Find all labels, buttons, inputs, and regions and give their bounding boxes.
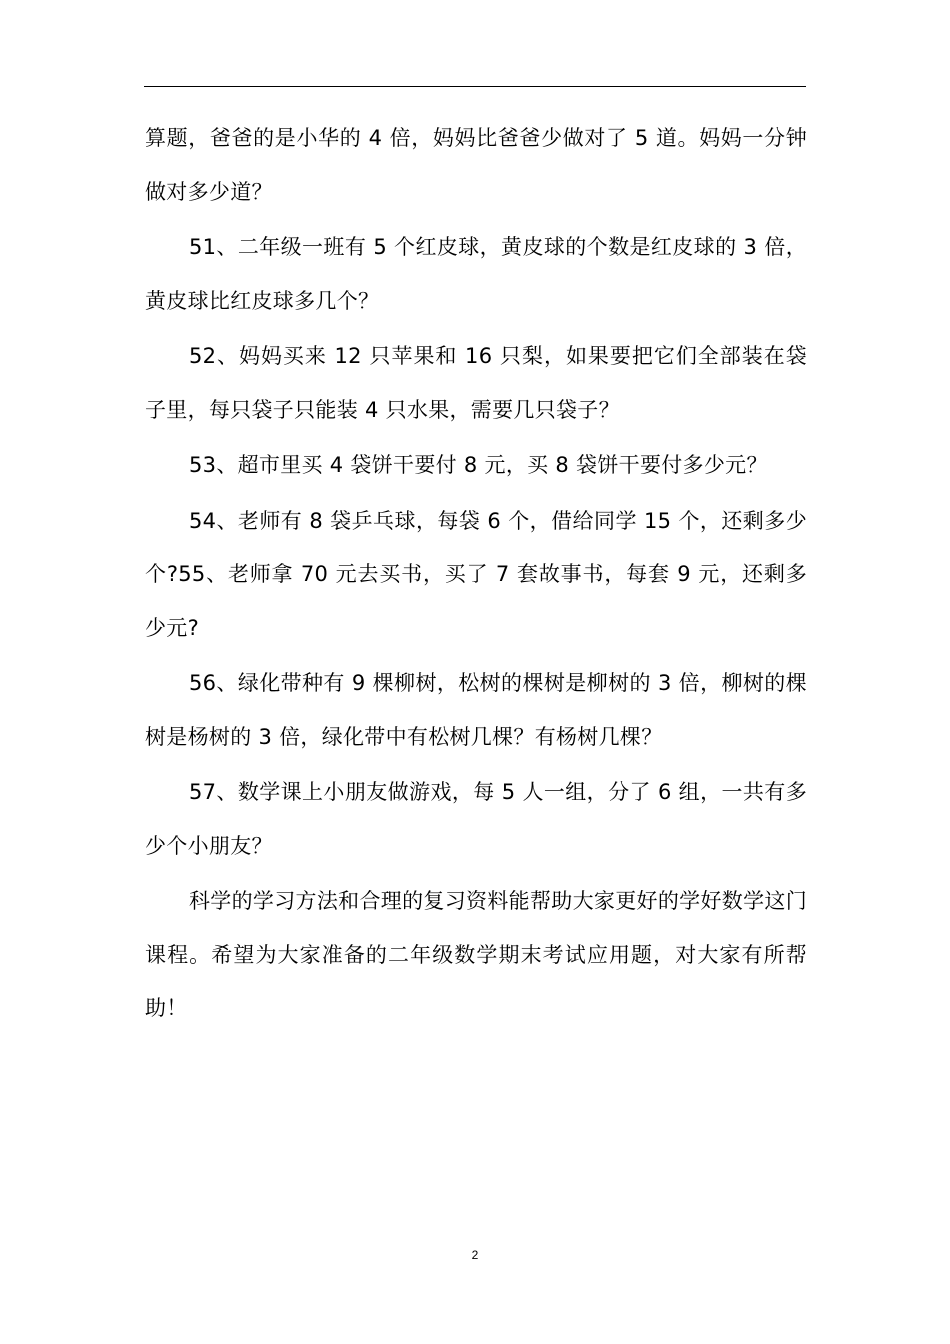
- question-52: 52、妈妈买来 12 只苹果和 16 只梨，如果要把它们全部装在袋子里，每只袋子只能装 4 只水果，需要几只袋子？: [145, 344, 807, 422]
- document-body: [145, 112, 807, 1038]
- question-51: 51、二年级一班有 5 个红皮球，黄皮球的个数是红皮球的 3 倍，黄皮球比红皮球多几个？: [145, 235, 807, 313]
- header-rule: [144, 86, 806, 87]
- page-number: 2: [471, 1248, 479, 1262]
- question-57: 57、数学课上小朋友做游戏，每 5 人一组，分了 6 组，一共有多少个小朋友？: [145, 780, 807, 858]
- question-54-55: 54、老师有 8 袋乒乓球，每袋 6 个，借给同学 15 个，还剩多少个?55、老师拿 70 元去买书，买了 7 套故事书，每套 9 元，还剩多少元?: [145, 508, 807, 640]
- closing-paragraph: 科学的学习方法和合理的复习资料能帮助大家更好的学好数学这门课程。希望为大家准备的二年级数学期末考试应用题，对大家有所帮助！: [145, 889, 807, 1020]
- question-53: 53、超市里买 4 袋饼干要付 8 元，买 8 袋饼干要付多少元？: [189, 453, 768, 477]
- paragraph-continuation: 算题，爸爸的是小华的 4 倍，妈妈比爸爸少做对了 5 道。妈妈一分钟做对多少道？: [145, 126, 807, 204]
- question-56: 56、绿化带种有 9 棵柳树，松树的棵树是柳树的 3 倍，柳树的棵树是杨树的 3 倍，绿化带中有松树几棵？有杨树几棵？: [145, 671, 807, 749]
